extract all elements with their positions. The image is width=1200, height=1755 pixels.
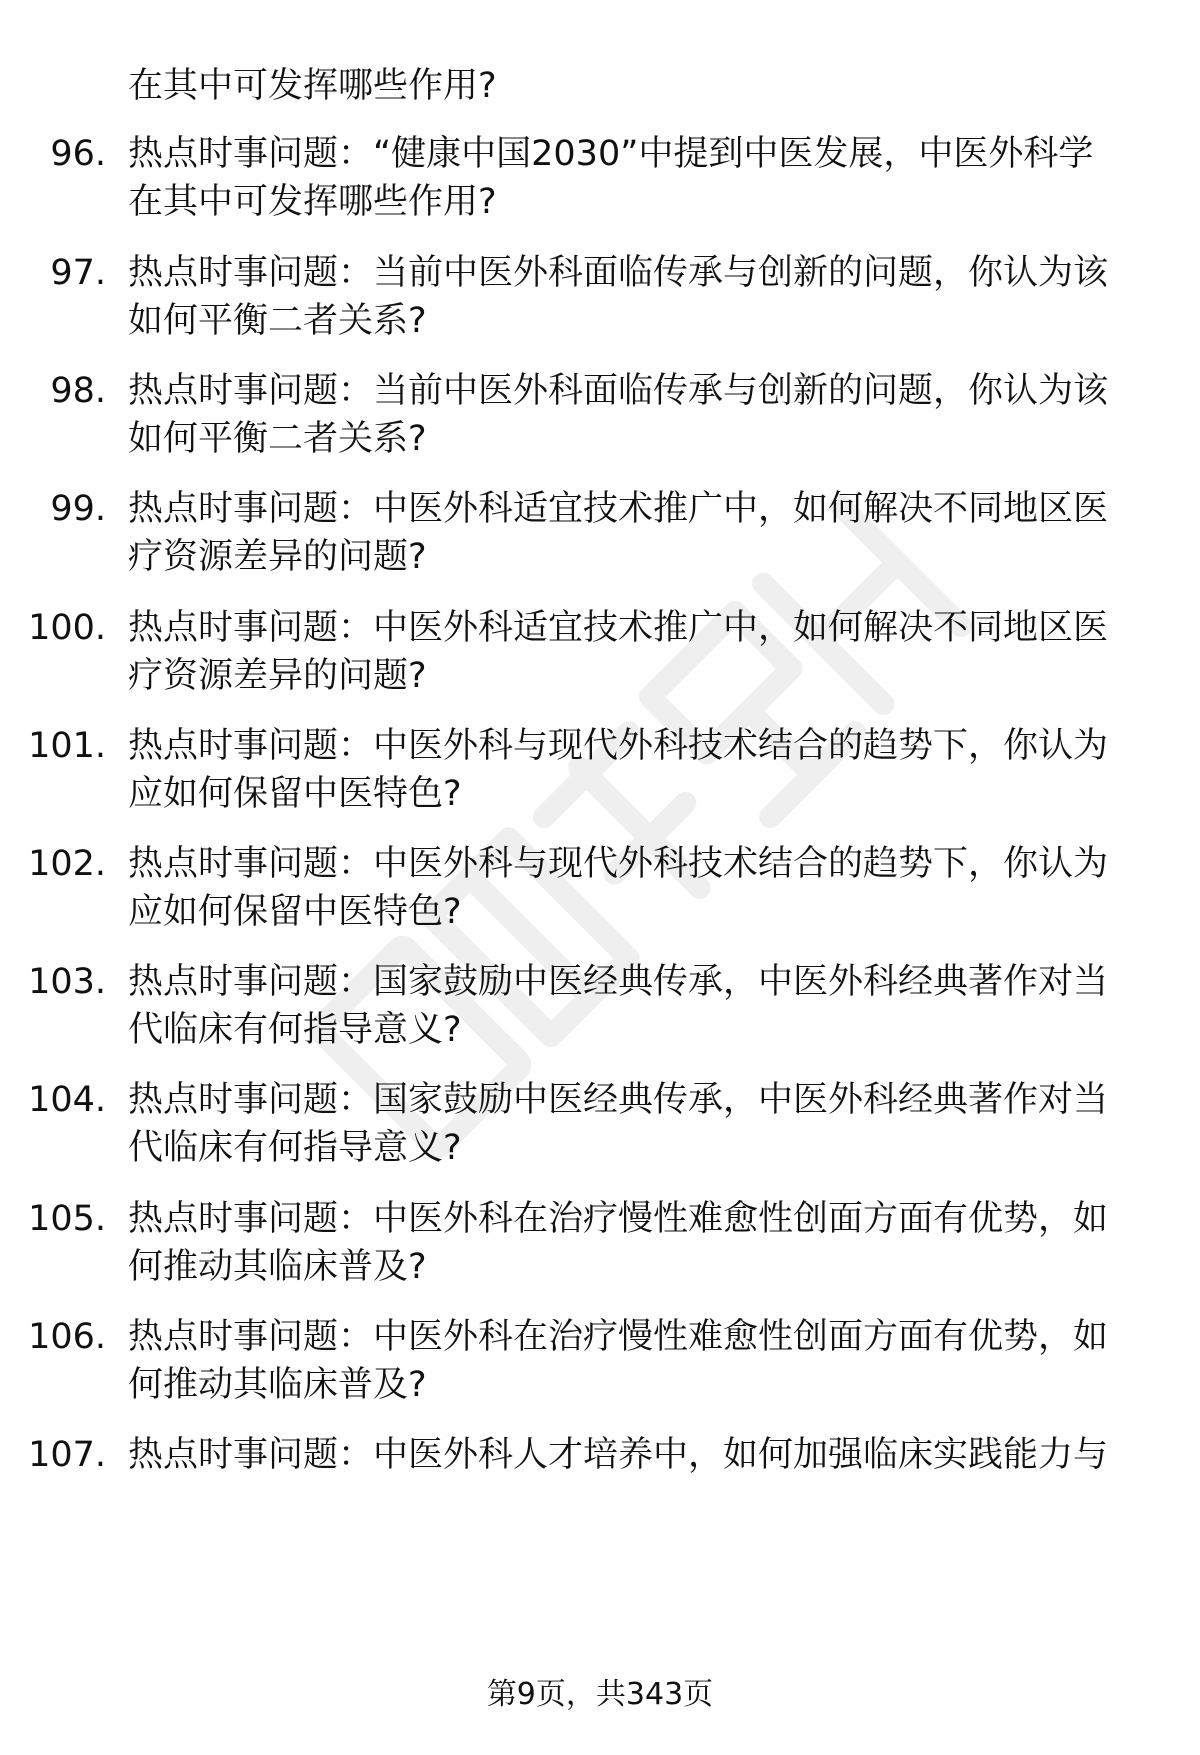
question-line: 如何平衡二者关系? [128,419,427,459]
question-line: 热点时事问题：国家鼓励中医经典传承，中医外科经典著作对当 [128,962,1109,1002]
continued-question-text: 在其中可发挥哪些作用? [128,66,497,106]
question-line: 热点时事问题：中医外科适宜技术推广中，如何解决不同地区医 [128,489,1109,529]
question-item [0,1076,1200,1176]
question-line: 热点时事问题：国家鼓励中医经典传承，中医外科经典著作对当 [128,1080,1109,1120]
question-text [128,1076,1143,1172]
question-item [0,1195,1200,1295]
question-text [128,1195,1143,1291]
question-line: 如何平衡二者关系? [128,301,427,341]
question-number: 97. [50,253,106,293]
question-number: 99. [50,489,106,529]
question-item [0,249,1200,349]
question-text [128,1431,1143,1479]
question-item [0,1431,1200,1531]
question-line: 疗资源差异的问题? [128,656,427,696]
question-item [0,722,1200,822]
question-line: 代临床有何指导意义? [128,1010,462,1050]
question-text [128,1313,1143,1409]
question-line: 热点时事问题：“健康中国2030”中提到中医发展，中医外科学 [128,134,1094,174]
question-line: 何推动其临床普及? [128,1247,427,1287]
question-line: 热点时事问题：当前中医外科面临传承与创新的问题，你认为该 [128,253,1109,293]
question-item [0,958,1200,1058]
question-line: 何推动其临床普及? [128,1365,427,1405]
question-item [0,604,1200,704]
question-text [128,367,1143,463]
question-line: 热点时事问题：中医外科人才培养中，如何加强临床实践能力与 [128,1435,1109,1475]
question-text [128,249,1143,345]
question-item [0,485,1200,585]
question-line: 代临床有何指导意义? [128,1128,462,1168]
question-line: 热点时事问题：当前中医外科面临传承与创新的问题，你认为该 [128,371,1109,411]
question-line: 应如何保留中医特色? [128,774,462,814]
question-line: 热点时事问题：中医外科与现代外科技术结合的趋势下，你认为 [128,844,1109,884]
question-number: 102. [28,844,106,884]
question-number: 101. [28,726,106,766]
question-line: 应如何保留中医特色? [128,892,462,932]
page-number-footer: 第9页，共343页 [486,1677,714,1712]
question-text [128,485,1143,581]
question-line: 热点时事问题：中医外科与现代外科技术结合的趋势下，你认为 [128,726,1109,766]
question-number: 103. [28,962,106,1002]
question-text [128,722,1143,818]
question-line: 热点时事问题：中医外科适宜技术推广中，如何解决不同地区医 [128,608,1109,648]
question-line: 在其中可发挥哪些作用? [128,182,497,222]
question-line: 热点时事问题：中医外科在治疗慢性难愈性创面方面有优势，如 [128,1199,1109,1239]
question-text [128,130,1143,226]
question-number: 105. [28,1199,106,1239]
question-text [128,604,1143,700]
question-line: 疗资源差异的问题? [128,537,427,577]
question-number: 107. [28,1435,106,1475]
question-text [128,840,1143,936]
question-item [0,130,1200,230]
question-number: 96. [50,134,106,174]
question-number: 106. [28,1317,106,1357]
question-number: 100. [28,608,106,648]
question-text [128,958,1143,1054]
question-line: 热点时事问题：中医外科在治疗慢性难愈性创面方面有优势，如 [128,1317,1109,1357]
question-item [0,840,1200,940]
question-number: 104. [28,1080,106,1120]
question-item [0,1313,1200,1413]
question-item [0,367,1200,467]
question-number: 98. [50,371,106,411]
